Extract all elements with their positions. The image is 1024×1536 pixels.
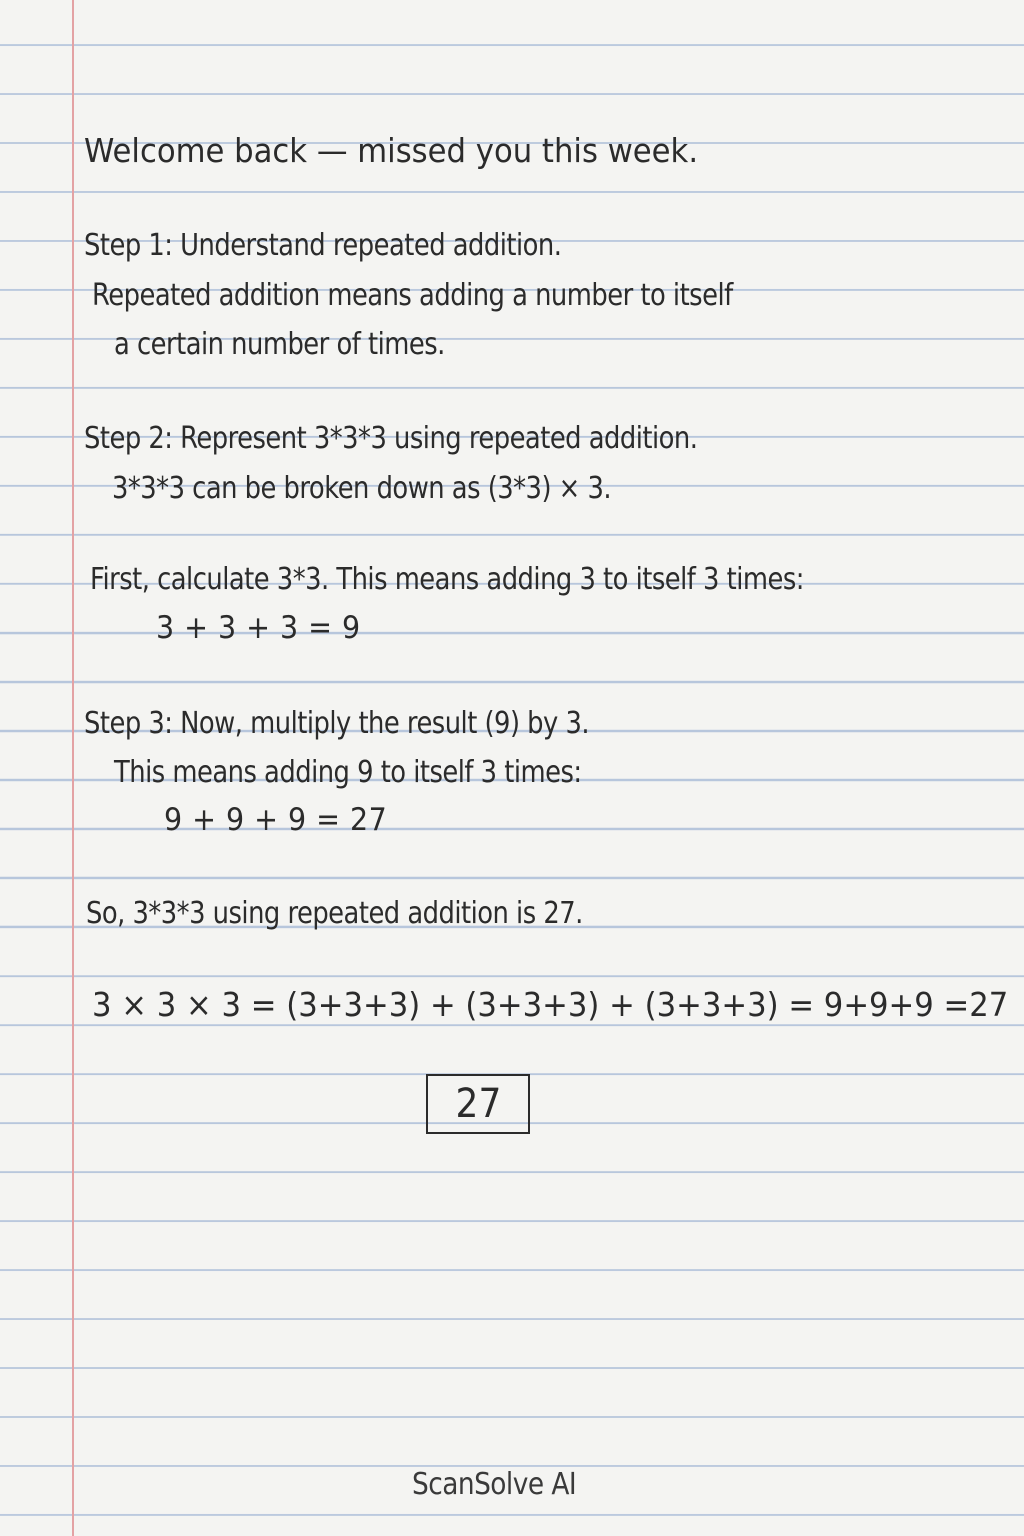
step3-equation: 9 + 9 + 9 = 27 bbox=[164, 802, 388, 838]
first-equation: 3 + 3 + 3 = 9 bbox=[156, 610, 361, 646]
step1-line1: Repeated addition means adding a number to itself bbox=[92, 278, 733, 313]
margin-line bbox=[72, 0, 74, 1536]
full-equation: 3 × 3 × 3 = (3+3+3) + (3+3+3) + (3+3+3) = 9+9+9 =27 bbox=[92, 985, 1009, 1024]
step2-heading: Step 2: Represent 3*3*3 using repeated addition. bbox=[84, 421, 698, 456]
answer-value: 27 bbox=[455, 1081, 501, 1127]
first-line1: First, calculate 3*3. This means adding 3 to itself 3 times: bbox=[90, 562, 804, 597]
step3-heading: Step 3: Now, multiply the result (9) by 3. bbox=[84, 706, 590, 741]
step3-line1: This means adding 9 to itself 3 times: bbox=[114, 755, 582, 790]
greeting-text: Welcome back — missed you this week. bbox=[84, 131, 699, 170]
step2-line1: 3*3*3 can be broken down as (3*3) × 3. bbox=[112, 471, 612, 506]
answer-box bbox=[426, 1074, 530, 1134]
step1-line2: a certain number of times. bbox=[114, 327, 445, 362]
conclusion-text: So, 3*3*3 using repeated addition is 27. bbox=[86, 896, 583, 931]
step1-heading: Step 1: Understand repeated addition. bbox=[84, 228, 562, 263]
footer-brand: ScanSolve AI bbox=[412, 1467, 577, 1502]
